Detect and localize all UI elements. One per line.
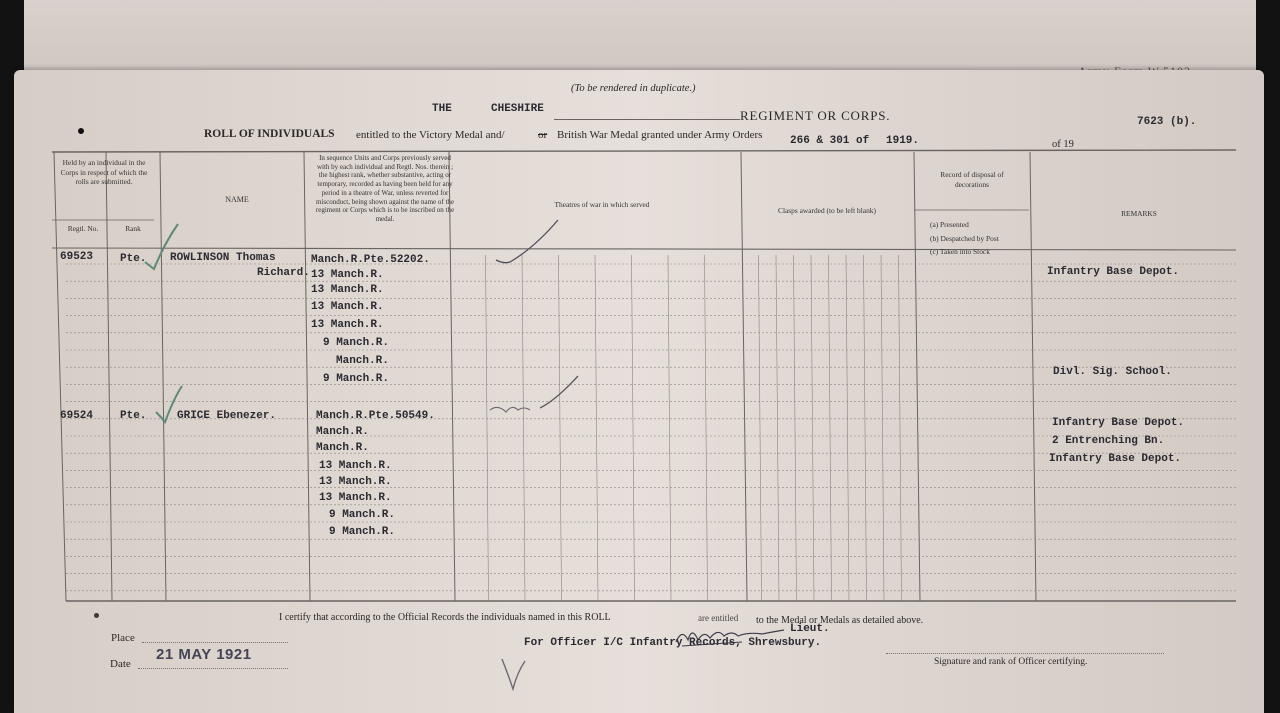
duplicate-note: (To be rendered in duplicate.): [571, 83, 696, 94]
disposal-column-divider: [1030, 152, 1036, 601]
entry2-unit-1: Manch.R.Pte.50549.: [316, 410, 435, 422]
entry1-remark-1: Infantry Base Depot.: [1047, 266, 1180, 278]
roll-table-grid: [14, 70, 1264, 713]
rank-column-divider: [160, 152, 166, 601]
entry2-remark-2: 2 Entrenching Bn.: [1052, 435, 1165, 447]
the-label: THE: [432, 103, 452, 115]
date-label: Date: [110, 658, 131, 670]
theatre-subcolumn: [522, 255, 525, 601]
header-units: In sequence Units and Corps previously served with by each individual and Regtl. Nos. therein ; the highest rank, whether substantive, acting or temporary, recorded as having been held for any period in a theatre of War, unless reverted for misconduct, being shown against the name of the regiment or Corps which is to be inscribed on the medal.: [315, 154, 455, 223]
entry2-rank: Pte.: [120, 410, 147, 422]
certify-text-2: are entitled: [698, 613, 739, 623]
place-line: [142, 642, 288, 643]
date-stamp: 21 MAY 1921: [156, 646, 252, 663]
theatre-subcolumn: [595, 255, 598, 601]
certify-text-1: I certify that according to the Official Records the individuals named in this ROLL: [279, 612, 611, 623]
roll-title-bold: ROLL OF INDIVIDUALS: [204, 128, 335, 140]
pencil-v-mark-icon: [499, 655, 529, 695]
signature-caption: Signature and rank of Officer certifying.: [934, 657, 1088, 667]
army-orders: 266 & 301 of: [790, 135, 870, 147]
medal-roll-page: [14, 70, 1264, 713]
theatre-subcolumn: [668, 255, 671, 601]
theatre-subcolumn: [632, 255, 635, 601]
theatres-column-divider: [741, 152, 747, 601]
clasp-subcolumn: [846, 255, 849, 601]
pencil-tick-icon: [494, 218, 564, 268]
order-year: 1919.: [886, 135, 920, 147]
header-theatres: Theatres of war in which served: [554, 200, 650, 209]
entry1-unit-4: 13 Manch.R.: [311, 301, 384, 313]
regtl-column-divider: [106, 152, 112, 601]
table-left-edge: [54, 152, 66, 601]
rank-signed: Lieut.: [790, 623, 830, 635]
regiment-or-corps: REGIMENT OR CORPS.: [740, 108, 891, 123]
table-top-rule: [52, 150, 1236, 152]
roll-title-rest: entitled to the Victory Medal and/: [356, 129, 505, 141]
disposal-stock: (c) Taken into Stock: [930, 247, 990, 256]
clasp-subcolumn: [759, 255, 762, 601]
clasp-subcolumn: [794, 255, 797, 601]
clasps-column-divider: [914, 152, 920, 601]
header-held-by: Held by an individual in the Corps in respect of which the rolls are submitted.: [60, 158, 148, 186]
pencil-mark-icon: [486, 374, 586, 424]
clasp-subcolumn: [881, 255, 884, 601]
theatre-subcolumn: [486, 255, 489, 601]
roll-title-struck: or: [538, 129, 548, 141]
clasp-subcolumn: [776, 255, 779, 601]
entry2-unit-8: 9 Manch.R.: [329, 526, 396, 538]
header-clasps: Clasps awarded (to be left blank): [778, 206, 876, 215]
entry2-unit-5: 13 Manch.R.: [319, 476, 392, 488]
certify-text-3: to the Medal or Medals as detailed above.: [756, 615, 924, 626]
clasp-subcolumn: [829, 255, 832, 601]
of-year: of 19: [1052, 139, 1074, 150]
name-column-divider: [304, 152, 310, 601]
entry2-unit-6: 13 Manch.R.: [319, 492, 392, 504]
check-mark-icon: [142, 222, 182, 272]
entry1-unit-5: 13 Manch.R.: [311, 319, 384, 331]
header-remarks: REMARKS: [1121, 209, 1157, 218]
entry1-unit-6: 9 Manch.R.: [323, 337, 390, 349]
header-regtl-no: Regtl. No.: [67, 224, 99, 233]
signature-line: [886, 653, 1164, 654]
header-rank: Rank: [125, 224, 141, 233]
check-mark-icon: [154, 384, 194, 424]
date-line: [138, 668, 288, 669]
theatre-subcolumn: [559, 255, 562, 601]
entry2-unit-2: Manch.R.: [316, 426, 369, 438]
roll-number: 7623 (b).: [1137, 116, 1197, 128]
officer-line: For Officer I/C Infantry Records, Shrewsbury.: [524, 637, 822, 649]
entry1-name-line2: Richard.: [257, 267, 310, 279]
header-name: NAME: [225, 195, 249, 204]
clasp-subcolumn: [811, 255, 814, 601]
entry1-regtl-no: 69523: [60, 251, 94, 263]
clasp-subcolumn: [864, 255, 867, 601]
entry2-regtl-no: 69524: [60, 410, 94, 422]
entry2-unit-3: Manch.R.: [316, 442, 369, 454]
entry1-remark-2: Divl. Sig. School.: [1053, 366, 1172, 378]
regiment-name: CHESHIRE: [491, 103, 544, 115]
disposal-despatched: (b) Despatched by Post: [930, 234, 999, 243]
disposal-presented: (a) Presented: [930, 220, 969, 229]
entry1-unit-2: 13 Manch.R.: [311, 269, 384, 281]
header-disposal: Record of disposal of decorations: [940, 170, 1004, 189]
entry1-unit-8: 9 Manch.R.: [323, 373, 390, 385]
theatre-subcolumn: [705, 255, 708, 601]
entry1-unit-1: Manch.R.Pte.52202.: [311, 254, 430, 266]
roll-title-medal: British War Medal granted under Army Orders: [557, 129, 763, 141]
footer-mark: [94, 613, 99, 618]
entry2-unit-4: 13 Manch.R.: [319, 460, 392, 472]
entry1-unit-3: 13 Manch.R.: [311, 284, 384, 296]
entry1-name-line1: ROWLINSON Thomas: [170, 252, 276, 264]
entry2-remark-3: Infantry Base Depot.: [1049, 453, 1182, 465]
table-header-rule: [52, 248, 1236, 250]
clasp-subcolumn: [899, 255, 902, 601]
place-label: Place: [111, 632, 135, 644]
entry2-unit-7: 9 Manch.R.: [329, 509, 396, 521]
entry1-unit-7: Manch.R.: [336, 355, 389, 367]
entry2-name-line1: GRICE Ebenezer.: [177, 410, 277, 422]
entry2-remark-1: Infantry Base Depot.: [1052, 417, 1185, 429]
entry1-rank: Pte.: [120, 253, 147, 265]
